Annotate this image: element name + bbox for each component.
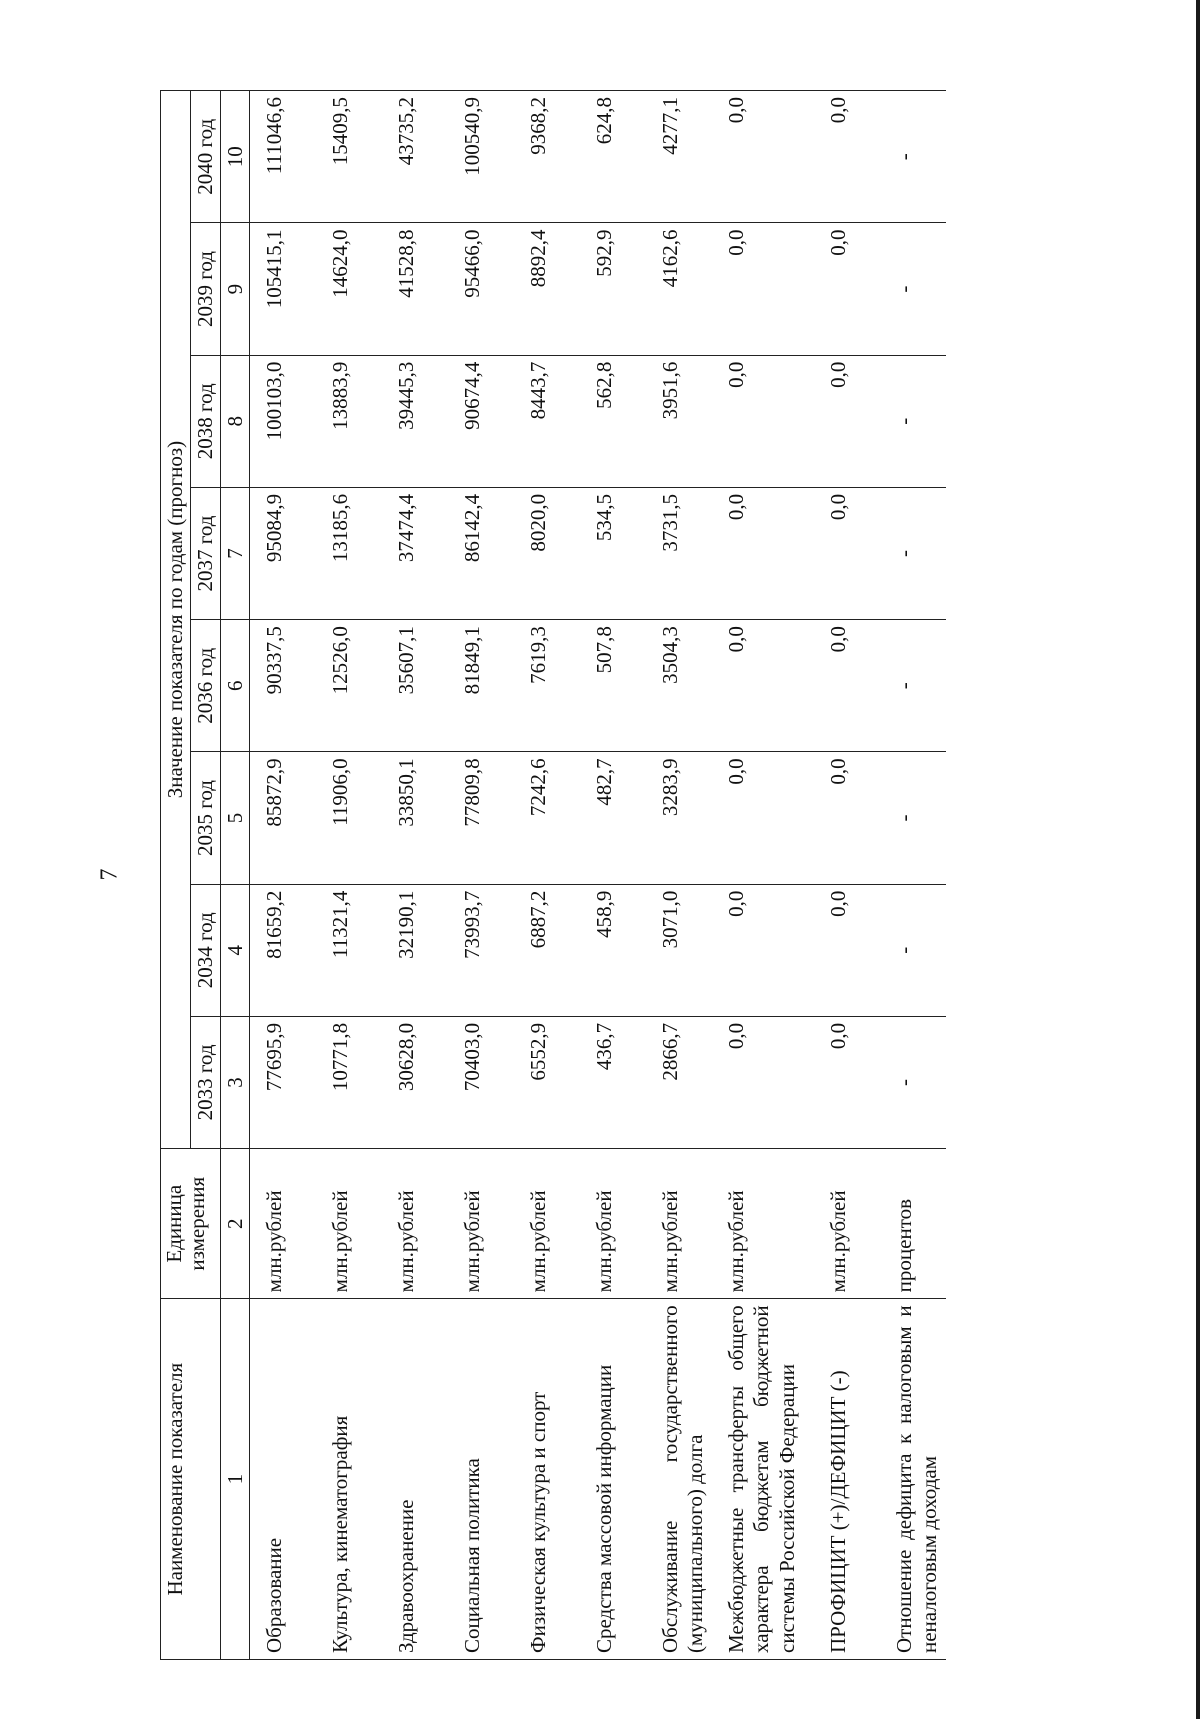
row-value: 8892,4 (514, 223, 580, 355)
row-value: 482,7 (580, 752, 646, 884)
table-row (814, 91, 880, 1660)
row-value: 2866,7 (646, 1016, 712, 1148)
row-value: 90337,5 (250, 620, 317, 752)
row-name: Социальная политика (448, 1299, 514, 1660)
header-year: 2037 год (191, 487, 221, 619)
table-row (316, 91, 382, 1660)
row-value: 0,0 (814, 223, 880, 355)
row-value: - (880, 752, 946, 884)
row-value: 11321,4 (316, 884, 382, 1016)
row-value: 13185,6 (316, 487, 382, 619)
row-value: 562,8 (580, 355, 646, 487)
row-unit: млн.рублей (316, 1149, 382, 1299)
row-value: 0,0 (712, 487, 814, 619)
row-unit: млн.рублей (712, 1149, 814, 1299)
row-value: 33850,1 (382, 752, 448, 884)
row-value: - (880, 1016, 946, 1148)
row-value: 8443,7 (514, 355, 580, 487)
row-name: Здравоохранение (382, 1299, 448, 1660)
column-number: 7 (221, 487, 250, 619)
row-name: ПРОФИЦИТ (+)/ДЕФИЦИТ (-) (814, 1299, 880, 1660)
row-value: - (880, 223, 946, 355)
column-number: 10 (221, 91, 250, 223)
column-number: 3 (221, 1016, 250, 1148)
row-value: 10771,8 (316, 1016, 382, 1148)
row-value: 458,9 (580, 884, 646, 1016)
row-value: - (880, 487, 946, 619)
column-number: 8 (221, 355, 250, 487)
row-value: 86142,4 (448, 487, 514, 619)
row-value: 3283,9 (646, 752, 712, 884)
header-year: 2039 год (191, 223, 221, 355)
row-value: 32190,1 (382, 884, 448, 1016)
header-year: 2036 год (191, 620, 221, 752)
header-year: 2035 год (191, 752, 221, 884)
row-value: 12526,0 (316, 620, 382, 752)
column-number: 5 (221, 752, 250, 884)
row-value: 0,0 (814, 1016, 880, 1148)
row-value: 0,0 (814, 487, 880, 619)
row-value: 4162,6 (646, 223, 712, 355)
header-name: Наименование показателя (161, 1299, 221, 1660)
table-row (580, 91, 646, 1660)
table-row (250, 91, 317, 1660)
column-number: 1 (221, 1299, 250, 1660)
row-unit: млн.рублей (382, 1149, 448, 1299)
row-name: Образование (250, 1299, 317, 1660)
row-value: 35607,1 (382, 620, 448, 752)
forecast-table (160, 90, 946, 1660)
row-value: 534,5 (580, 487, 646, 619)
row-value: 0,0 (712, 1016, 814, 1148)
row-value: 95084,9 (250, 487, 317, 619)
row-value: 41528,8 (382, 223, 448, 355)
row-value: 0,0 (814, 91, 880, 223)
table-row (880, 91, 946, 1660)
row-value: 30628,0 (382, 1016, 448, 1148)
row-value: 7242,6 (514, 752, 580, 884)
table-row (448, 91, 514, 1660)
row-value: 0,0 (712, 223, 814, 355)
row-value: 0,0 (712, 91, 814, 223)
row-name: Отношение дефицита к налоговым и неналоговым доходам (880, 1299, 946, 1660)
header-year: 2034 год (191, 884, 221, 1016)
row-value: 105415,1 (250, 223, 317, 355)
row-unit: млн.рублей (448, 1149, 514, 1299)
row-unit: процентов (880, 1149, 946, 1299)
row-value: 77809,8 (448, 752, 514, 884)
row-value: 6552,9 (514, 1016, 580, 1148)
row-unit: млн.рублей (250, 1149, 317, 1299)
row-value: 3731,5 (646, 487, 712, 619)
row-value: 73993,7 (448, 884, 514, 1016)
row-value: 100540,9 (448, 91, 514, 223)
row-value: 0,0 (814, 884, 880, 1016)
rotated-table-wrapper (160, 90, 1200, 1660)
column-number: 4 (221, 884, 250, 1016)
row-value: 0,0 (712, 752, 814, 884)
row-value: 77695,9 (250, 1016, 317, 1148)
row-value: 0,0 (814, 620, 880, 752)
row-value: 0,0 (712, 884, 814, 1016)
row-value: 0,0 (814, 355, 880, 487)
table-row (646, 91, 712, 1660)
row-value: 95466,0 (448, 223, 514, 355)
row-value: 100103,0 (250, 355, 317, 487)
row-name: Межбюджетные трансферты общего характера бюджетам бюджетной системы Российской Федерации (712, 1299, 814, 1660)
header-unit: Единица измерения (161, 1149, 221, 1299)
row-value: 111046,6 (250, 91, 317, 223)
row-value: 39445,3 (382, 355, 448, 487)
row-value: 15409,5 (316, 91, 382, 223)
table-row (382, 91, 448, 1660)
row-name: Культура, кинематография (316, 1299, 382, 1660)
row-value: 4277,1 (646, 91, 712, 223)
row-value: 0,0 (712, 620, 814, 752)
page-number: 7 (96, 868, 123, 881)
column-number: 2 (221, 1149, 250, 1299)
row-value: 85872,9 (250, 752, 317, 884)
row-value: - (880, 884, 946, 1016)
row-value: 0,0 (814, 752, 880, 884)
column-number: 9 (221, 223, 250, 355)
row-value: 436,7 (580, 1016, 646, 1148)
row-value: - (880, 355, 946, 487)
column-number-row (221, 91, 250, 1660)
row-value: 7619,3 (514, 620, 580, 752)
row-name: Физическая культура и спорт (514, 1299, 580, 1660)
row-value: 592,9 (580, 223, 646, 355)
row-value: 37474,4 (382, 487, 448, 619)
header-year: 2038 год (191, 355, 221, 487)
header-group: Значение показателя по годам (прогноз) (161, 91, 191, 1149)
row-value: 43735,2 (382, 91, 448, 223)
column-number: 6 (221, 620, 250, 752)
row-unit: млн.рублей (580, 1149, 646, 1299)
row-name: Обслуживание государственного (муниципального) долга (646, 1299, 712, 1660)
row-value: 0,0 (712, 355, 814, 487)
row-unit: млн.рублей (814, 1149, 880, 1299)
table-row (712, 91, 814, 1660)
row-name: Средства массовой информации (580, 1299, 646, 1660)
header-year: 2033 год (191, 1016, 221, 1148)
table-row (514, 91, 580, 1660)
row-value: 81849,1 (448, 620, 514, 752)
row-value: 11906,0 (316, 752, 382, 884)
row-value: 81659,2 (250, 884, 317, 1016)
row-value: 3071,0 (646, 884, 712, 1016)
header-year: 2040 год (191, 91, 221, 223)
row-unit: млн.рублей (514, 1149, 580, 1299)
row-value: - (880, 620, 946, 752)
row-value: 14624,0 (316, 223, 382, 355)
row-value: - (880, 91, 946, 223)
header-row-1 (161, 91, 191, 1660)
row-value: 9368,2 (514, 91, 580, 223)
row-value: 70403,0 (448, 1016, 514, 1148)
row-value: 624,8 (580, 91, 646, 223)
row-unit: млн.рублей (646, 1149, 712, 1299)
row-value: 13883,9 (316, 355, 382, 487)
row-value: 6887,2 (514, 884, 580, 1016)
row-value: 90674,4 (448, 355, 514, 487)
row-value: 507,8 (580, 620, 646, 752)
row-value: 3504,3 (646, 620, 712, 752)
row-value: 8020,0 (514, 487, 580, 619)
row-value: 3951,6 (646, 355, 712, 487)
